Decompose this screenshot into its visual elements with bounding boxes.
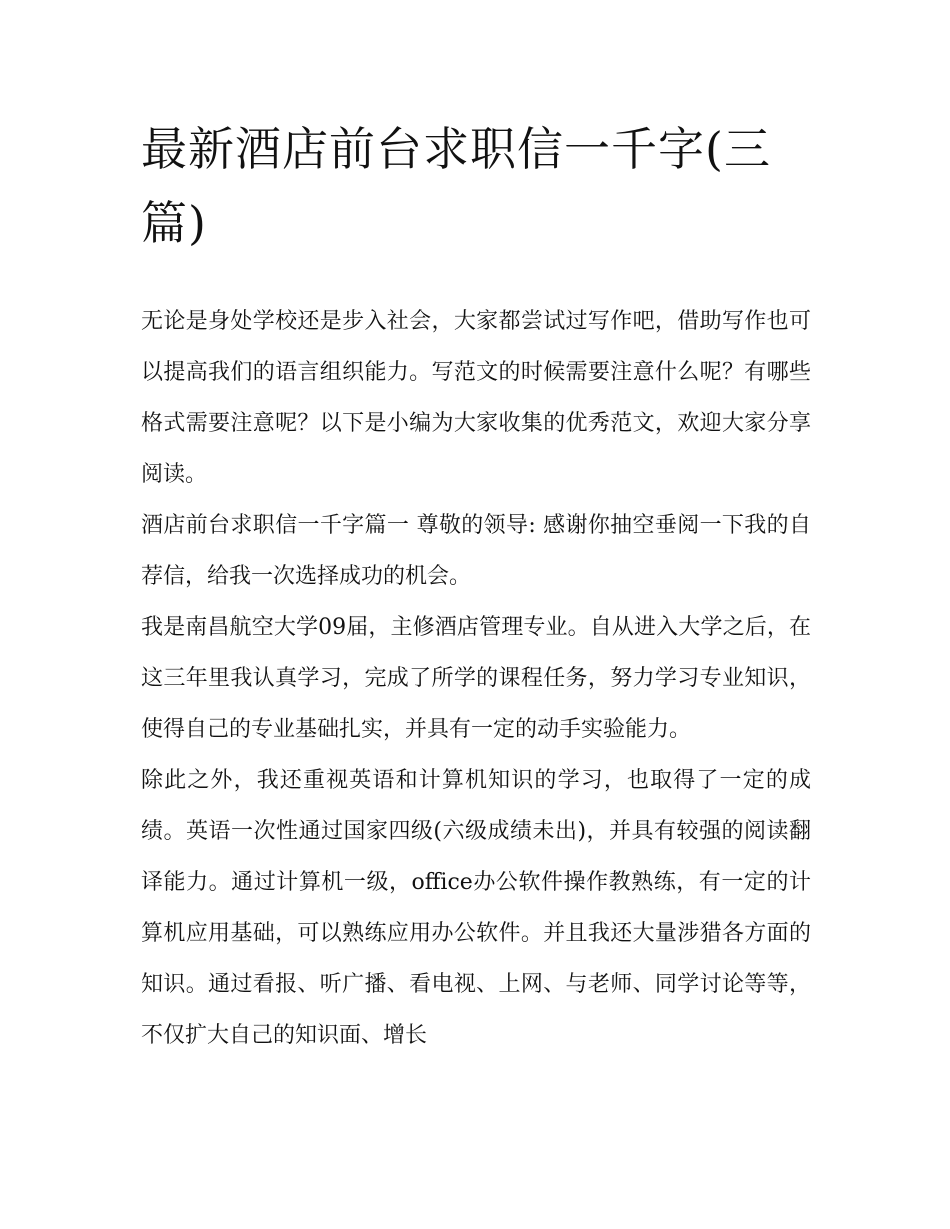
document-title: 最新酒店前台求职信一千字(三篇) bbox=[141, 122, 771, 250]
paragraph-salutation: 酒店前台求职信一千字篇一 尊敬的领导: 感谢你抽空垂阅一下我的自荐信，给我一次选择成功的机会。 bbox=[141, 513, 811, 589]
paragraph-intro: 无论是身处学校还是步入社会，大家都尝试过写作吧，借助写作也可以提高我们的语言组织能力。写范文的时候需要注意什么呢？有哪些格式需要注意呢？以下是小编为大家收集的优秀范文，欢迎大家分享阅读。 bbox=[141, 309, 811, 487]
paragraph-skills: 除此之外，我还重视英语和计算机知识的学习，也取得了一定的成绩。英语一次性通过国家四级(六级成绩未出)，并具有较强的阅读翻译能力。通过计算机一级，office办公软件操作教熟练，有一定的计算机应用基础，可以熟练应用办公软件。并且我还大量涉猎各方面的知识。通过看报、听广播、看电视、上网、与老师、同学讨论等等，不仅扩大自己的知识面、增长 bbox=[141, 768, 811, 1048]
paragraph-background: 我是南昌航空大学09届，主修酒店管理专业。自从进入大学之后，在这三年里我认真学习，完成了所学的课程任务，努力学习专业知识，使得自己的专业基础扎实，并具有一定的动手实验能力。 bbox=[141, 615, 811, 742]
document-body bbox=[141, 296, 811, 1061]
document-content bbox=[141, 112, 811, 1061]
